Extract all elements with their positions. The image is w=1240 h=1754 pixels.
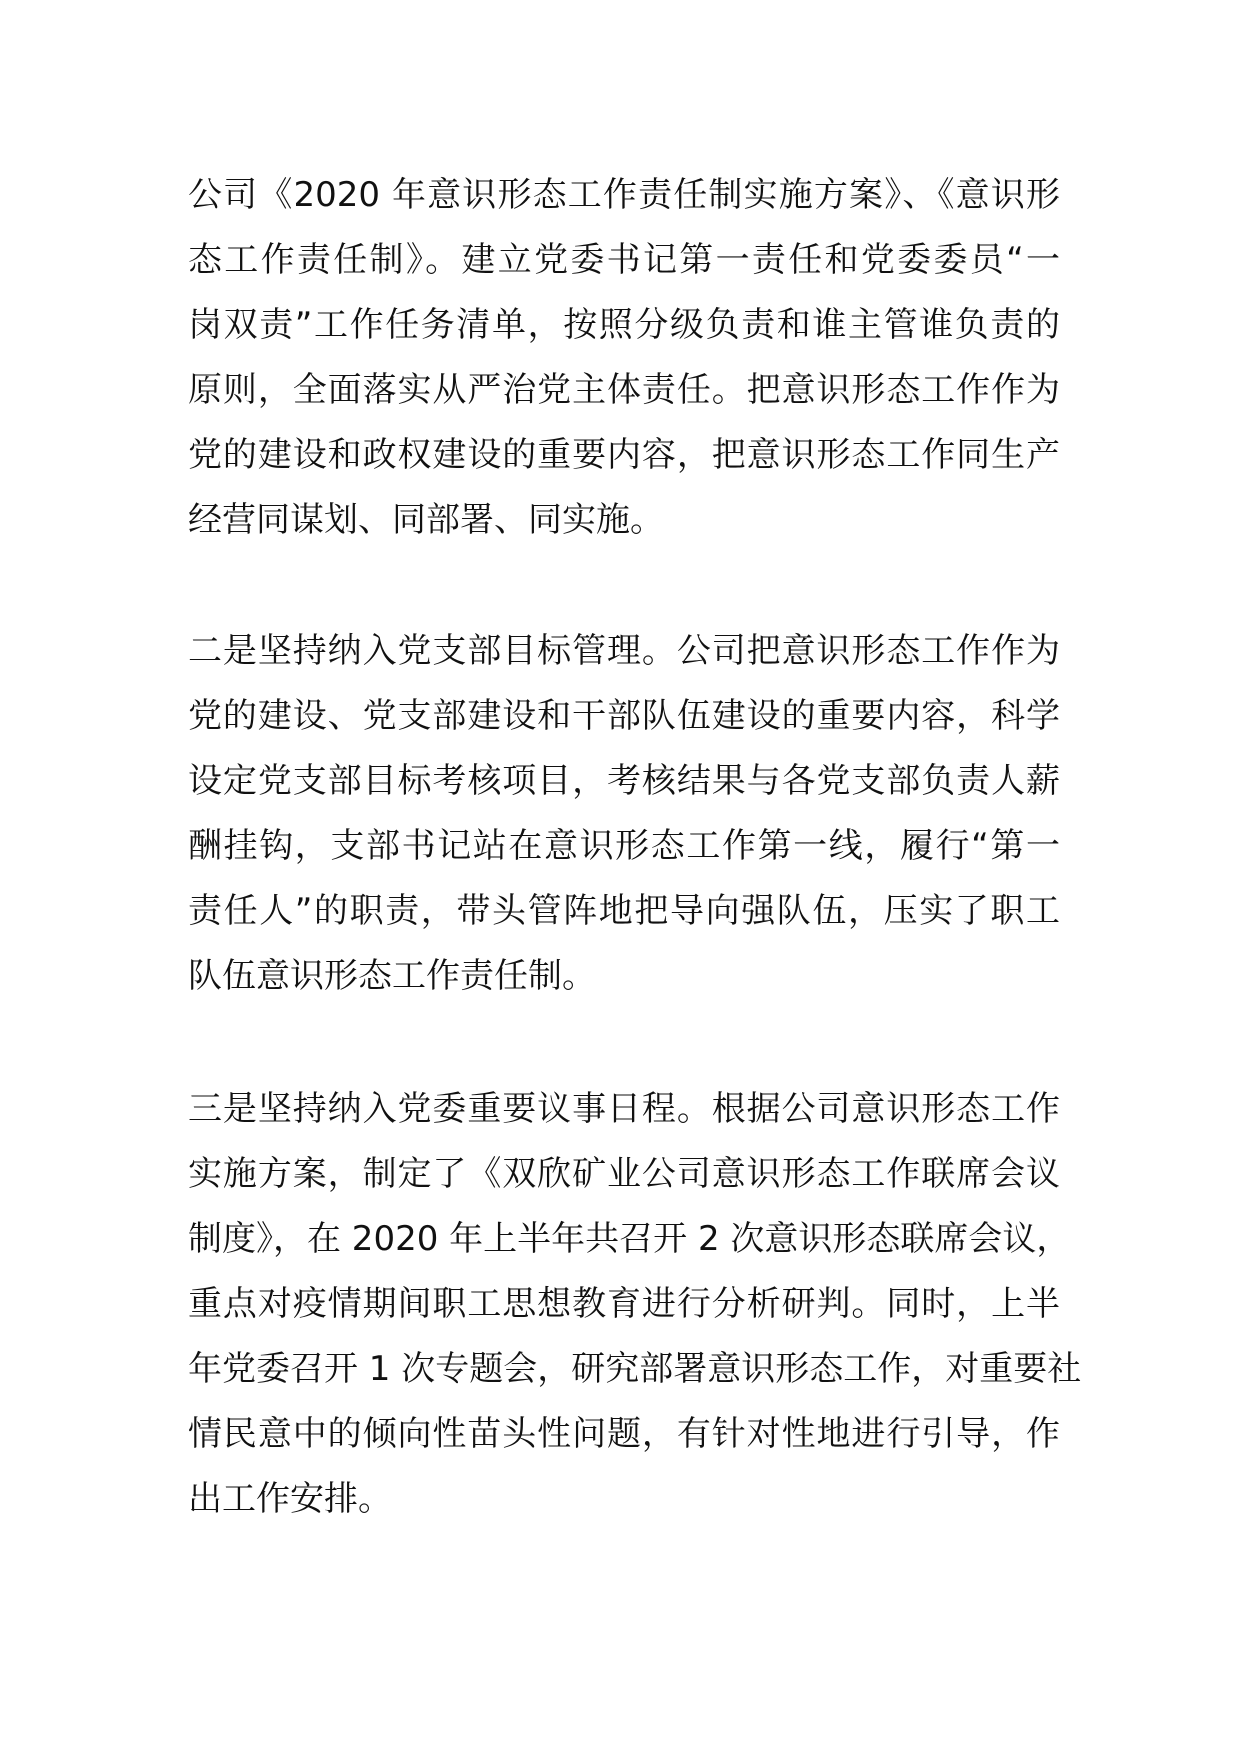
- paragraph-line: 年党委召开 1 次专题会，研究部署意识形态工作，对重要社: [188, 1349, 1082, 1389]
- paragraph-line: 原则，全面落实从严治党主体责任。把意识形态工作作为: [188, 370, 1060, 410]
- paragraph-ideology-responsibility-plan: [188, 163, 1060, 553]
- paragraph-line: 二是坚持纳入党支部目标管理。公司把意识形态工作作为: [188, 631, 1060, 671]
- paragraph-line: 队伍意识形态工作责任制。: [188, 956, 596, 996]
- paragraph-line: 责任人”的职责，带头管阵地把导向强队伍，压实了职工: [188, 891, 1060, 931]
- paragraph-line: 态工作责任制》。建立党委书记第一责任和党委委员“一: [188, 240, 1060, 280]
- paragraph-line: 设定党支部目标考核项目，考核结果与各党支部负责人薪: [188, 761, 1060, 801]
- paragraph-line: 酬挂钩，支部书记站在意识形态工作第一线，履行“第一: [188, 826, 1060, 866]
- paragraph-line: 公司《2020 年意识形态工作责任制实施方案》、《意识形: [188, 175, 1060, 215]
- paragraph-line: 出工作安排。: [188, 1479, 392, 1519]
- paragraph-line: 情民意中的倾向性苗头性问题，有针对性地进行引导，作: [188, 1414, 1060, 1454]
- paragraph-line: 实施方案，制定了《双欣矿业公司意识形态工作联席会议: [188, 1154, 1060, 1194]
- paragraph-line: 党的建设和政权建设的重要内容，把意识形态工作同生产: [188, 435, 1060, 475]
- paragraph-line: 重点对疫情期间职工思想教育进行分析研判。同时，上半: [188, 1284, 1060, 1324]
- paragraph-committee-agenda: [188, 1077, 1082, 1532]
- paragraph-line: 党的建设、党支部建设和干部队伍建设的重要内容，科学: [188, 696, 1060, 736]
- paragraph-line: 经营同谋划、同部署、同实施。: [188, 500, 664, 540]
- paragraph-branch-target-management: [188, 619, 1060, 1009]
- paragraph-line: 岗双责”工作任务清单，按照分级负责和谁主管谁负责的: [188, 305, 1060, 345]
- paragraph-line: 制度》，在 2020 年上半年共召开 2 次意识形态联席会议，: [188, 1219, 1071, 1259]
- paragraph-line: 三是坚持纳入党委重要议事日程。根据公司意识形态工作: [188, 1089, 1060, 1129]
